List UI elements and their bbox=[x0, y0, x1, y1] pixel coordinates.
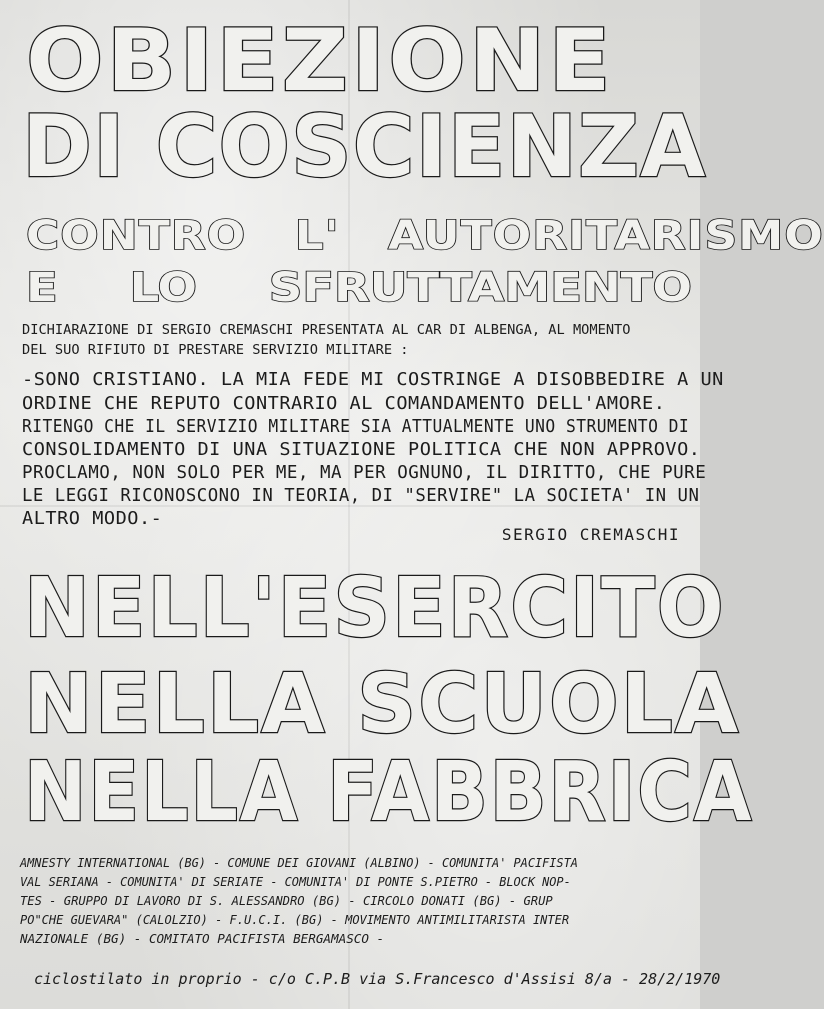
footer-print-note: ciclostilato in proprio - c/o C.P.B via S.Francesco d'Assisi 8/a - 28/2/1970 bbox=[34, 970, 721, 988]
signatories-line: NAZIONALE (BG) - COMITATO PACIFISTA BERGAMASCO - bbox=[20, 932, 385, 946]
subtitle-word: E bbox=[26, 265, 58, 311]
poster-title-line2: DI COSCIENZA bbox=[22, 97, 707, 197]
slogan-line: NELLA SCUOLA bbox=[24, 657, 741, 752]
signatories-line: AMNESTY INTERNATIONAL (BG) - COMUNE DEI GIOVANI (ALBINO) - COMUNITA' PACIFISTA bbox=[20, 856, 578, 870]
slogan-line: NELL'ESERCITO bbox=[24, 561, 726, 656]
subtitle-word: SFRUTTAMENTO bbox=[268, 265, 692, 311]
intro-line: DICHIARAZIONE DI SERGIO CREMASCHI PRESENTATA AL CAR DI ALBENGA, AL MOMENTO bbox=[22, 323, 631, 338]
intro-line: DEL SUO RIFIUTO DI PRESTARE SERVIZIO MILITARE : bbox=[22, 343, 409, 358]
declaration-line: -SONO CRISTIANO. LA MIA FEDE MI COSTRINGE A DISOBBEDIRE A UN bbox=[22, 370, 724, 390]
slogan-line: NELLA FABBRICA bbox=[24, 745, 754, 840]
signature: SERGIO CREMASCHI bbox=[501, 525, 680, 544]
poster-subtitle-line1: CONTRO L' AUTORITARISMO bbox=[26, 213, 824, 259]
declaration-line: ORDINE CHE REPUTO CONTRARIO AL COMANDAMENTO DELL'AMORE. bbox=[22, 394, 666, 414]
declaration-line: PROCLAMO, NON SOLO PER ME, MA PER OGNUNO, IL DIRITTO, CHE PURE bbox=[22, 463, 707, 483]
signatories-line: PO"CHE GUEVARA" (CALOLZIO) - F.U.C.I. (BG) - MOVIMENTO ANTIMILITARISTA INTER bbox=[20, 913, 570, 927]
declaration-line: RITENGO CHE IL SERVIZIO MILITARE SIA ATTUALMENTE UNO STRUMENTO DI bbox=[22, 417, 690, 437]
poster-title-line1: OBIEZIONE bbox=[26, 11, 614, 111]
declaration-line: LE LEGGI RICONOSCONO IN TEORIA, DI "SERVIRE" LA SOCIETA' IN UN bbox=[22, 486, 700, 506]
poster-subtitle-line2 bbox=[26, 265, 692, 311]
declaration-line: ALTRO MODO.- bbox=[22, 509, 163, 529]
subtitle-word: LO bbox=[129, 265, 197, 311]
signatories-line: VAL SERIANA - COMUNITA' DI SERIATE - COMUNITA' DI PONTE S.PIETRO - BLOCK NOP- bbox=[20, 875, 571, 889]
declaration-line: CONSOLIDAMENTO DI UNA SITUAZIONE POLITICA CHE NON APPROVO. bbox=[22, 440, 701, 460]
signatories-line: TES - GRUPPO DI LAVORO DI S. ALESSANDRO (BG) - CIRCOLO DONATI (BG) - GRUP bbox=[20, 894, 553, 908]
